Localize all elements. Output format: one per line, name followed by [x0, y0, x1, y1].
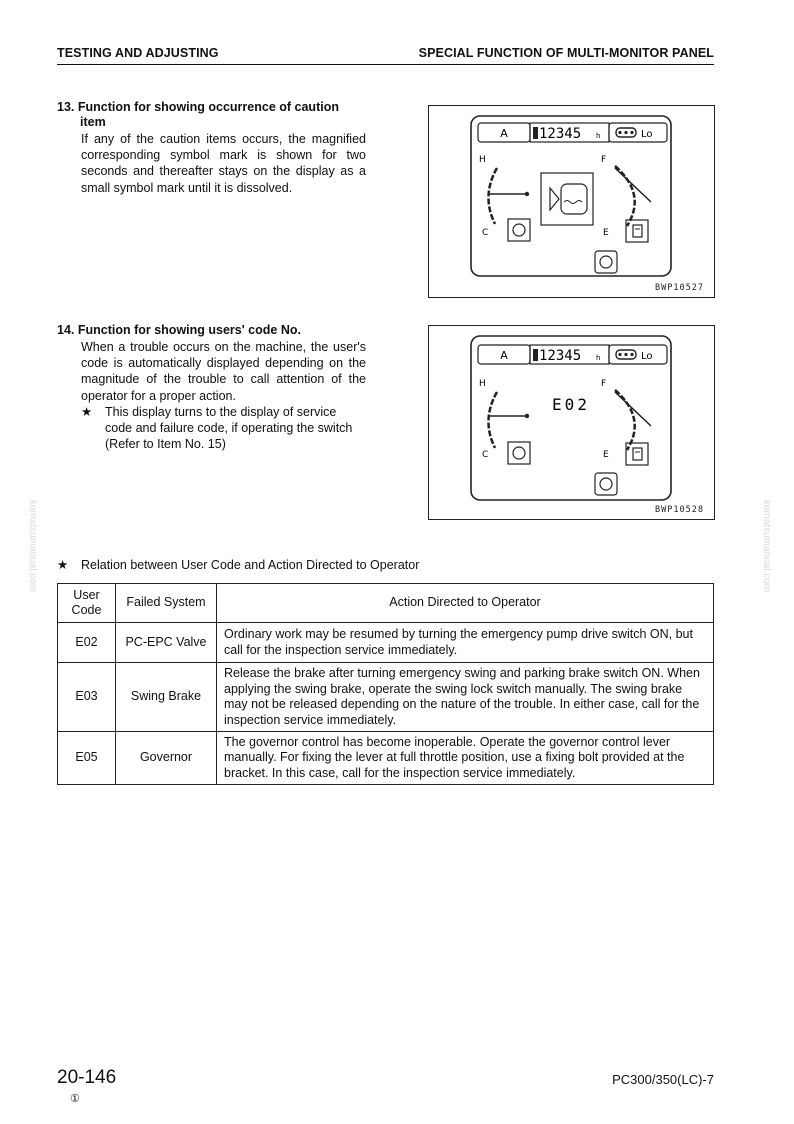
hour-suffix: h: [596, 354, 601, 362]
relation-title: [57, 557, 419, 572]
swing-lock-icon: [595, 251, 617, 273]
monitor-figure-caution: [428, 105, 715, 298]
page-number: 20-146: [57, 1067, 117, 1088]
section14-note-text: This display turns to the display of service code and failure code, if operating the switch (Refer to Item No. 15): [105, 405, 353, 452]
watermark-right: komatsumanual.com: [761, 500, 772, 593]
monitor-panel-user-code: [429, 326, 714, 519]
coolant-gauge-cold-label: C: [482, 228, 489, 238]
engine-oil-icon: [508, 219, 530, 241]
cell-code: E02: [58, 623, 116, 663]
fuel-gauge-full-label: F: [601, 155, 607, 165]
cell-system: Swing Brake: [116, 663, 217, 732]
fuel-gauge-scale: [615, 390, 635, 450]
cell-action: The governor control has become inoperable. Operate the governor control lever manually. For fixing the lever at full throttle position, use a fixing bolt provided at the bracket. In this case, call for the inspection service immediately.: [217, 732, 714, 785]
star-mark: ★: [57, 558, 69, 572]
relation-title-text: Relation between User Code and Action Directed to Operator: [81, 558, 420, 572]
fuel-gauge-full-label: F: [601, 379, 607, 389]
figure-label-13: BWP10527: [655, 283, 704, 293]
star-mark: ★: [81, 405, 93, 419]
user-code-table: [57, 583, 714, 785]
travel-speed-icon: [616, 350, 636, 359]
cell-system: PC-EPC Valve: [116, 623, 217, 663]
user-code-display: E02: [552, 395, 590, 414]
section13-title-line1: 13. Function for showing occurrence of caution: [57, 100, 339, 114]
cell-code: E05: [58, 732, 116, 785]
monitor-figure-user-code: [428, 325, 715, 520]
travel-speed-lo: Lo: [641, 129, 653, 140]
table-header-row: [58, 584, 714, 623]
fuel-gauge-empty-label: E: [603, 450, 609, 460]
section14-body: When a trouble occurs on the machine, the user's code is automatically displayed depending on the magnitude of the trouble to call attention of the operator for a proper action.: [81, 340, 366, 403]
fuel-gauge-needle: [615, 392, 651, 426]
hour-meter: 12345: [539, 126, 582, 142]
header-rule: [57, 64, 714, 65]
fuel-gauge-needle: [615, 168, 651, 202]
travel-speed-icon: [616, 128, 636, 137]
watermark-left: komatsumanual.com: [27, 500, 38, 593]
header-right: SPECIAL FUNCTION OF MULTI-MONITOR PANEL: [418, 46, 714, 60]
table-row: [58, 732, 714, 785]
engine-oil-icon: [508, 442, 530, 464]
fuel-gauge-scale: [615, 166, 635, 226]
section13-title-line2: item: [80, 115, 106, 129]
table-row: [58, 623, 714, 663]
header-user-code: User Code: [58, 584, 116, 623]
header-action: Action Directed to Operator: [217, 584, 714, 623]
coolant-gauge-hot-label: H: [479, 155, 486, 165]
header-failed-system: Failed System: [116, 584, 217, 623]
coolant-gauge-cold-label: C: [482, 450, 489, 460]
monitor-panel-caution: [429, 106, 714, 297]
cell-system: Governor: [116, 732, 217, 785]
section14-note: [81, 404, 366, 453]
coolant-gauge-hot-label: H: [479, 379, 486, 389]
cell-action: Ordinary work may be resumed by turning the emergency pump drive switch ON, but call for the inspection service immediately.: [217, 623, 714, 663]
figure-label-14: BWP10528: [655, 505, 704, 515]
mode-indicator: A: [500, 349, 508, 362]
section13-body: If any of the caution items occurs, the magnified corresponding symbol mark is shown for two seconds and thereafter stays on the display as a small symbol mark until it is dissolved.: [81, 132, 366, 195]
travel-speed-lo: Lo: [641, 351, 653, 362]
coolant-gauge-scale: [488, 392, 497, 448]
hour-suffix: h: [596, 132, 601, 140]
fuel-icon: [626, 443, 648, 465]
table-row: [58, 663, 714, 732]
swing-lock-icon: [595, 473, 617, 495]
cell-code: E03: [58, 663, 116, 732]
revision-mark: ①: [70, 1093, 80, 1105]
mode-indicator: A: [500, 127, 508, 140]
hour-meter: 12345: [539, 348, 582, 364]
section13-title: [57, 100, 339, 130]
coolant-level-icon: [541, 173, 593, 225]
section14-title: 14. Function for showing users' code No.: [57, 323, 301, 337]
cell-action: Release the brake after turning emergency swing and parking brake switch ON. When applying the swing brake, operate the swing lock switch manually. The swing brake may not be released depending on the nature of the trouble. In either case, call for the inspection service immediately.: [217, 663, 714, 732]
coolant-gauge-scale: [488, 168, 497, 224]
model-number: PC300/350(LC)-7: [612, 1072, 714, 1087]
fuel-gauge-empty-label: E: [603, 228, 609, 238]
header-left: TESTING AND ADJUSTING: [57, 46, 219, 60]
